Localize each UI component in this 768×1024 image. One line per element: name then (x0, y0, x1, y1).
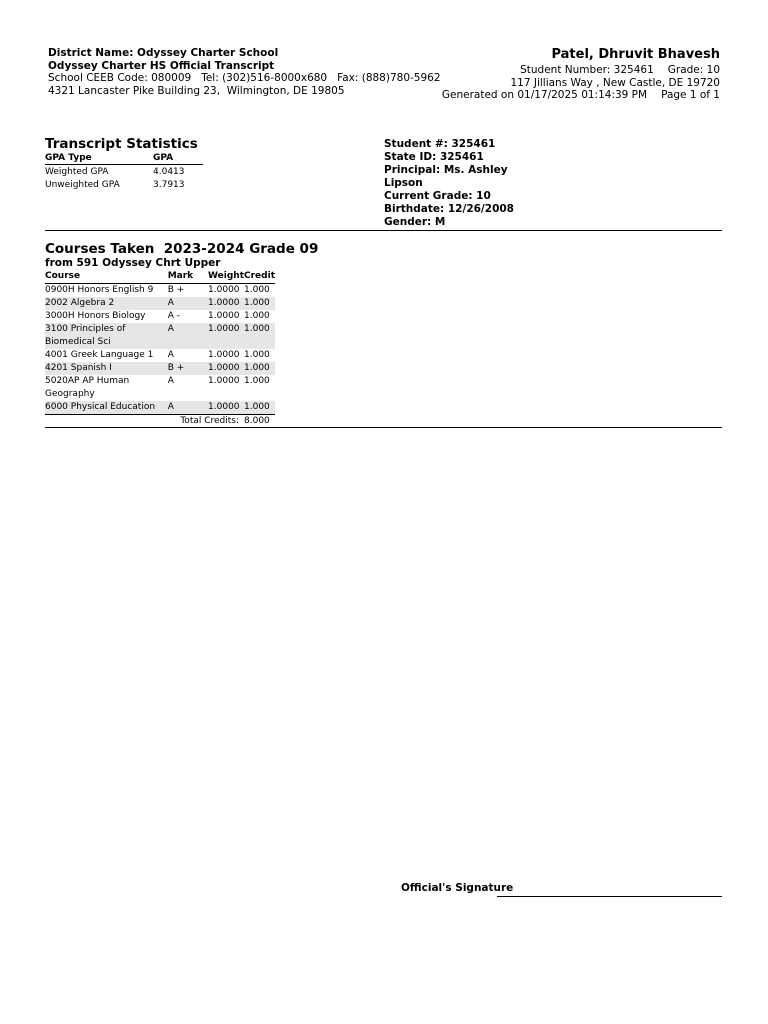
birthdate: Birthdate: 12/26/2008 (384, 203, 514, 215)
mark-header: Mark (168, 270, 208, 284)
student-id: Student #: 325461 (384, 138, 496, 150)
state-id: State ID: 325461 (384, 151, 484, 163)
course-row (45, 310, 275, 323)
course-name: 0900H Honors English 9 (45, 285, 154, 295)
course-weight: 1.0000 (208, 376, 240, 386)
section-divider (45, 427, 722, 428)
course-row (45, 284, 275, 298)
gpa-value: 3.7913 (153, 179, 185, 190)
course-row (45, 362, 275, 375)
course-weight: 1.0000 (208, 297, 244, 310)
courses-subtitle: from 591 Odyssey Chrt Upper (45, 257, 221, 269)
total-credits-label: Total Credits: (180, 416, 240, 426)
student-number-line (442, 64, 720, 77)
section-divider (45, 230, 722, 231)
course-name: 4201 Spanish I (45, 362, 168, 375)
gpa-row (45, 165, 203, 179)
gender: Gender: M (384, 216, 446, 228)
gpa-value-header: GPA (153, 152, 203, 165)
course-weight: 1.0000 (208, 285, 240, 295)
generated-line (442, 89, 720, 102)
page-number: Page 1 of 1 (661, 89, 720, 101)
course-mark: A (167, 350, 174, 360)
course-weight: 1.0000 (208, 350, 240, 360)
course-weight: 1.0000 (208, 362, 244, 375)
gpa-type-header: GPA Type (45, 152, 153, 165)
student-header (442, 47, 720, 102)
student-grade: Grade: 10 (667, 64, 720, 76)
current-grade: Current Grade: 10 (384, 190, 491, 202)
course-weight: 1.0000 (208, 401, 244, 415)
course-row (45, 323, 275, 349)
course-header-row (45, 270, 275, 284)
course-name: 3000H Honors Biology (45, 311, 146, 321)
student-name: Patel, Dhruvit Bhavesh (551, 47, 720, 62)
course-credit: 1.000 (244, 376, 270, 386)
course-row (45, 349, 275, 362)
transcript-title: Odyssey Charter HS Official Transcript (48, 59, 275, 72)
course-name: 2002 Algebra 2 (45, 297, 168, 310)
generated-date: Generated on 01/17/2025 01:14:39 PM (441, 89, 648, 101)
course-credit: 1.000 (244, 401, 275, 415)
course-mark: B + (168, 362, 208, 375)
course-row (45, 375, 275, 401)
course-row (45, 401, 275, 415)
course-name: 3100 Principles of Biomedical Sci (45, 323, 168, 349)
student-number: Student Number: 325461 (520, 64, 654, 76)
course-name: 4001 Greek Language 1 (45, 350, 154, 360)
weight-header: Weight (208, 270, 244, 284)
student-address: 117 Jillians Way , New Castle, DE 19720 (510, 76, 720, 89)
course-row (45, 297, 275, 310)
gpa-value: 4.0413 (153, 166, 185, 177)
school-contact: School CEEB Code: 080009 Tel: (302)516-8000x680 Fax: (888)780-5962 (48, 72, 441, 84)
gpa-table (45, 152, 203, 191)
school-header (48, 47, 441, 97)
course-credit: 1.000 (244, 362, 275, 375)
course-weight: 1.0000 (208, 311, 240, 321)
course-name: 6000 Physical Education (45, 401, 168, 415)
course-name: 5020AP AP Human Geography (45, 376, 130, 399)
course-credit: 1.000 (244, 285, 270, 295)
course-mark: A - (167, 311, 180, 321)
gpa-row (45, 178, 203, 191)
course-header: Course (45, 270, 168, 284)
course-credit: 1.000 (244, 350, 270, 360)
course-weight: 1.0000 (208, 323, 244, 349)
student-info (384, 138, 524, 229)
course-credit: 1.000 (244, 311, 270, 321)
total-credits-value: 8.000 (244, 416, 270, 426)
total-credits-row (45, 415, 275, 429)
credit-header: Credit (244, 270, 275, 284)
course-mark: A (168, 401, 208, 415)
courses-title: Courses Taken 2023-2024 Grade 09 (45, 241, 319, 257)
signature-label: Official's Signature (401, 882, 514, 894)
gpa-type: Weighted GPA (45, 166, 109, 177)
district-name: District Name: Odyssey Charter School (48, 47, 279, 59)
signature-line (497, 896, 722, 897)
course-credit: 1.000 (244, 323, 275, 349)
gpa-header-row (45, 152, 203, 165)
course-mark: A (167, 376, 174, 386)
course-mark: B + (167, 285, 185, 295)
stats-title: Transcript Statistics (45, 136, 198, 152)
principal: Principal: Ms. Ashley Lipson (384, 164, 508, 189)
course-credit: 1.000 (244, 297, 275, 310)
course-table (45, 270, 275, 428)
course-mark: A (168, 323, 208, 349)
school-address: 4321 Lancaster Pike Building 23, Wilmington, DE 19805 (48, 84, 345, 97)
gpa-type: Unweighted GPA (45, 179, 120, 190)
course-mark: A (168, 297, 208, 310)
